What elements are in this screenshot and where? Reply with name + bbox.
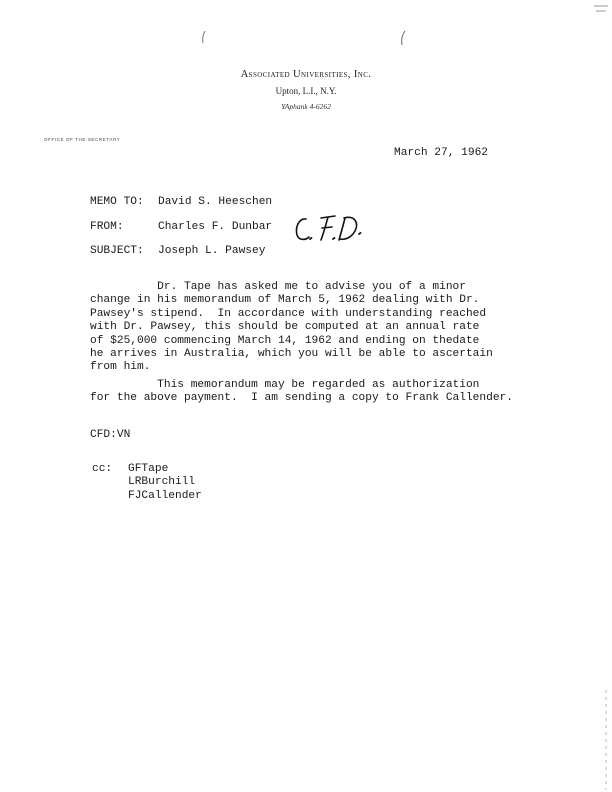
body-line: from him. — [90, 361, 151, 374]
from-label: FROM: — [90, 221, 124, 233]
body-line: This memorandum may be regarded as authorization — [90, 379, 480, 391]
body-line: Pawsey's stipend. In accordance with understanding reached — [90, 307, 487, 320]
body-line: for the above payment. I am sending a copy to Frank Callender. — [90, 392, 513, 405]
from-value: Charles F. Dunbar — [158, 221, 273, 233]
cc-recipient: LRBurchill — [128, 476, 196, 489]
body-line: Dr. Tape has asked me to advise you of a minor — [90, 281, 466, 293]
subject-label: SUBJECT: — [90, 245, 144, 257]
body-line: with Dr. Pawsey, this should be computed at an annual rate — [90, 321, 480, 334]
letterhead-location: Upton, L.I., N.Y. — [275, 86, 337, 96]
body-paragraph-1 — [90, 281, 570, 375]
body-paragraph-2 — [90, 379, 570, 406]
scan-edge-mark — [603, 690, 609, 790]
scan-mark — [592, 2, 610, 16]
body-line: he arrives in Australia, which you will be able to ascertain — [90, 347, 493, 360]
scan-mark — [398, 30, 408, 46]
memo-to-label: MEMO TO: — [90, 196, 144, 208]
body-line: change in his memorandum of March 5, 1962 dealing with Dr. — [90, 294, 480, 307]
office-line: OFFICE OF THE SECRETARY — [44, 137, 121, 142]
letterhead-organization: Associated Universities, Inc. — [240, 69, 372, 80]
cc-list — [128, 463, 202, 503]
letterhead-phone: YAphank 4-6262 — [281, 102, 331, 111]
cc-recipient: FJCallender — [128, 489, 202, 502]
memo-to-value: David S. Heeschen — [158, 196, 273, 208]
cc-label: cc: — [92, 463, 113, 475]
reference-initials: CFD:VN — [90, 429, 131, 441]
memo-date: March 27, 1962 — [394, 147, 488, 159]
scan-mark — [200, 30, 208, 44]
handwritten-initials — [293, 210, 369, 244]
subject-value: Joseph L. Pawsey — [158, 245, 266, 257]
body-line: of $25,000 commencing March 14, 1962 and ending on thedate — [90, 334, 480, 347]
cc-recipient: GFTape — [128, 463, 169, 475]
